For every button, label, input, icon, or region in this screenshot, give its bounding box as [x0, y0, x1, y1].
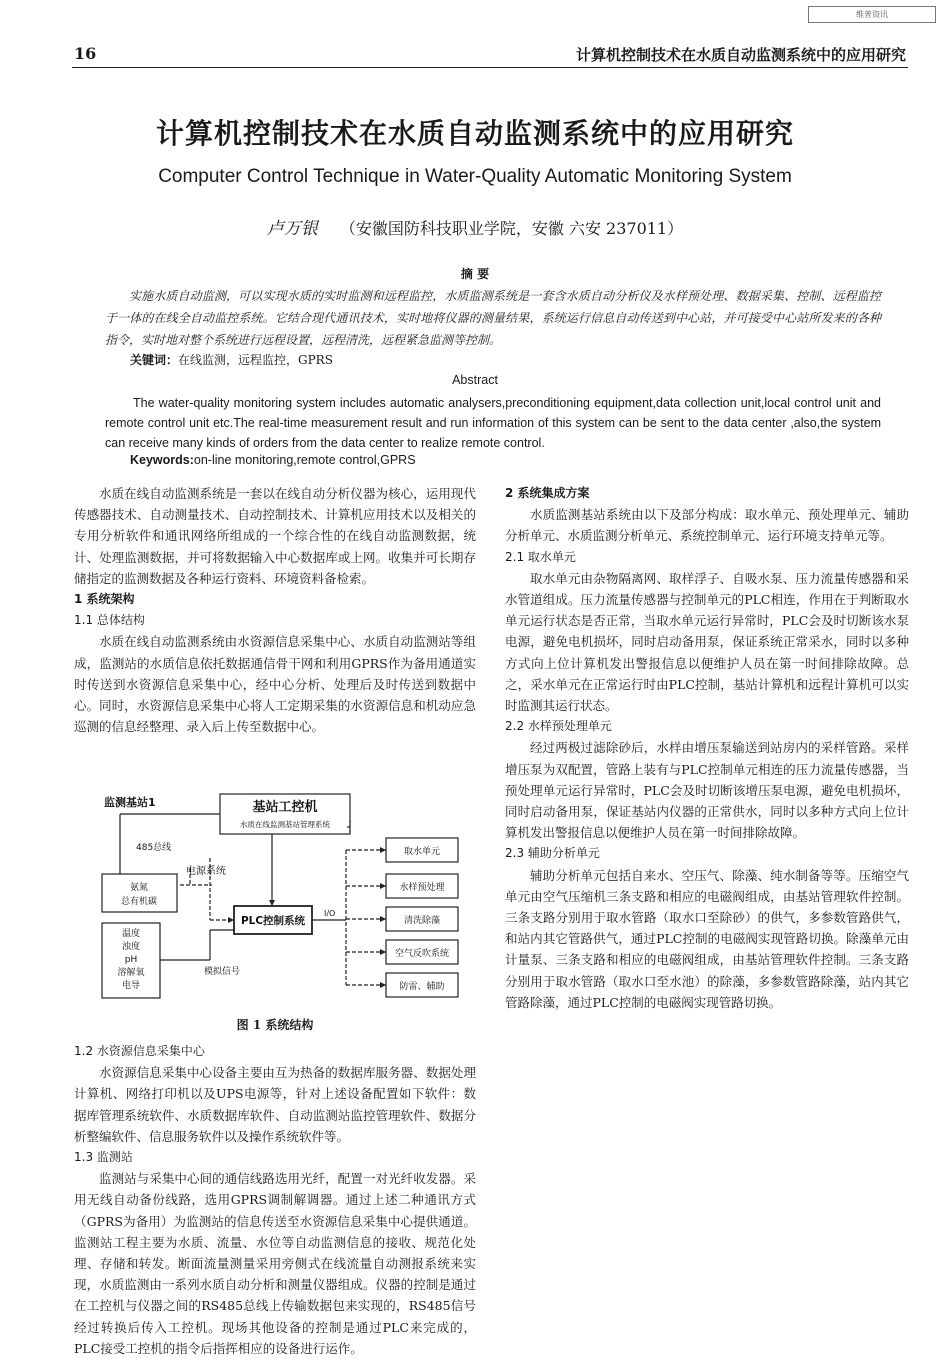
- section-1-2-heading: 1.2 水资源信息采集中心: [74, 1044, 205, 1058]
- section-2-heading: 2 系统集成方案: [505, 486, 590, 500]
- keywords-en-label: Keywords:: [130, 453, 194, 467]
- system-structure-figure: [100, 790, 470, 1008]
- unit-lightning-aux: 防雷、辅助: [399, 982, 445, 992]
- unit-pretreatment: 水样预处理: [399, 883, 445, 893]
- analyzer-label-2: 总有机碳: [120, 897, 158, 907]
- author-affiliation: （安徽国防科技职业学院，安徽 六安 237011）: [339, 219, 684, 238]
- bus-label: 485总线: [136, 843, 172, 853]
- section-2-paragraph: 水质监测基站系统由以下及部分构成：取水单元、预处理单元、辅助分析单元、水质监测分析单元、系统控制单元、运行环境支持单元等。: [505, 507, 909, 544]
- param-conductivity: 电导: [121, 981, 141, 991]
- section-1-1-heading: 1.1 总体结构: [74, 613, 145, 628]
- section-1-3-heading: 1.3 监测站: [74, 1150, 133, 1165]
- io-label: I/O: [324, 909, 336, 918]
- body-right: [505, 483, 909, 1013]
- plc-label: PLC控制系统: [240, 915, 306, 927]
- unit-cleaning: 清洗除藻: [403, 916, 441, 926]
- section-1-1-paragraph: 水质在线自动监测系统由水资源信息采集中心、水质自动监测站等组成，监测站的水质信息依托数据通信骨干网和利用GPRS作为备用通道实时传送到水资源信息采集中心，经中心分析、处理后及时传送到数据中心。同时，水资源信息采集中心将人工定期采集的水资源信息和机动应急巡测的信息经整理、录入后上传至数据中心。: [74, 634, 476, 735]
- section-1-3-paragraph-part1: 监测站与采集中心间的通信线路选用光纤，配置一对光纤收发器。采用无线自动备份线路，选用GPRS调制解调器。通过上述二种通讯方式（GPRS为备用）为监测站的信息传送至水资源信息采集中心提供通道。监测站工程主要为水质、流量、水位等自动监测信息的接收、规范化处理、存储和转发。断面流量测量采用旁侧式在线流量自动测报系统来实现，水质监测由一系列水质自动分析和测量仪器组成。仪器的控制是通过在工控机与仪器之间的RS485总线上传输数据包来实现的，RS485信号经过转换后传入工控机。现场其他设备的控制是通过PLC来完成的，PLC接受工控机的指令后指挥相应的设备进行运作。: [74, 1171, 476, 1356]
- body-left-upper: [74, 483, 476, 737]
- unit-air-backflush: 空气反吹系统: [394, 949, 450, 959]
- section-2-3-heading: 2.3 辅助分析单元: [505, 846, 600, 861]
- section-2-2-heading: 2.2 水样预处理单元: [505, 719, 612, 734]
- station-label: 监测基站1: [104, 796, 156, 809]
- keywords-en: [130, 453, 416, 467]
- source-stamp: 维普资讯: [808, 6, 936, 23]
- param-temperature: 温度: [121, 929, 141, 939]
- paper-title-en: Computer Control Technique in Water-Quality Automatic Monitoring System: [158, 166, 792, 187]
- keywords-cn: [130, 351, 333, 368]
- unit-intake: 取水单元: [403, 847, 441, 857]
- keywords-cn-values: 在线监测，远程监控，GPRS: [178, 353, 333, 367]
- section-1-2-paragraph: 水资源信息采集中心设备主要由互为热备的数据库服务器、数据处理计算机、网络打印机以及UPS电源等，针对上述设备配置如下软件：数据库管理系统软件、水质数据库软件、自动监测站监控管理软件、数据分析整编软件、信息服务软件以及操作系统软件等。: [74, 1065, 476, 1144]
- author-line: [0, 214, 950, 239]
- abstract-en-heading: Abstract: [452, 373, 498, 387]
- abstract-en-text: The water-quality monitoring system includes automatic analysers,preconditioning equipment,data collection unit,local control unit and remote control unit etc.The real-time measurement result and run information of this system can be sent to the data center ,also,the system can receive many kinds of orders from the data center to realize remote control.: [105, 396, 881, 450]
- param-turbidity: 浊度: [121, 942, 141, 952]
- section-1-heading: 1 系统架构: [74, 592, 135, 607]
- section-2-3-paragraph: 辅助分析单元包括自来水、空压气、除藻、纯水制备等等。压缩空气单元由空气压缩机三条支路和相应的电磁阀组成，由基站管理软件控制。三条支路分别用于取水管路（取水口至除砂）的供气，多参数管路供气，和站内其它管路供气，通过PLC控制的电磁阀实现管路切换。除藻单元由计量泵、三条支路和相应的电磁阀组成，由基站管理软件控制。三条支路分别用于取水管路（取水口至水池）的除藻，多参数管路除藻，站内其它管路除藻，通过PLC控制的电磁阀实现管路切换。: [505, 867, 909, 1010]
- page-number: 16: [74, 44, 97, 63]
- power-label: 电源系统: [186, 866, 226, 877]
- running-title: 计算机控制技术在水质自动监测系统中的应用研究: [575, 46, 906, 64]
- abstract-cn-heading: 摘 要: [460, 267, 490, 281]
- param-ph: pH: [124, 955, 138, 965]
- keywords-en-values: on-line monitoring,remote control,GPRS: [193, 453, 416, 467]
- section-2-1-paragraph: 取水单元由杂物隔离网、取样浮子、自吸水泵、压力流量传感器和采水管道组成。压力流量传感器与控制单元的PLC相连，作用在于判断取水单元运行状态是否正常，当取水单元运行异常时，PLC会及时切断该水泵电源，避免电机损坏，同时启动备用泵，保证系统正常采水，同时以多种方式向上位计算机发出警报信息以便维护人员在第一时间排除故障。总之，采水单元在正常运行时由PLC控制，基站计算机和远程计算机可以实时监测其运行状态。: [505, 570, 909, 714]
- author-name: 卢万银: [266, 219, 318, 239]
- analyzer-label-1: 氨氮: [129, 883, 149, 893]
- keywords-cn-label: 关键词：: [130, 353, 179, 367]
- body-left-lower: [74, 1041, 476, 1359]
- ipc-subtitle: 水质在线监测基站管理系统: [240, 820, 330, 829]
- section-2-1-heading: 2.1 取水单元: [505, 549, 576, 564]
- param-dissolved-oxygen: 溶解氧: [117, 968, 145, 978]
- section-2-2-paragraph: 经过两极过滤除砂后，水样由增压泵输送到站房内的采样管路。采样增压泵为双配置，管路上装有与PLC控制单元相连的压力流量传感器，当预处理单元运行异常时，PLC会及时切断该增压泵电源，避免电机损坏，同时启动备用泵，保证基站内仪器的正常供水，同时以多种方式向上位计算机发出警报信息以便维护人员在第一时间排除故障。: [505, 740, 909, 841]
- abstract-cn-text: 实施水质自动监测，可以实现水质的实时监测和远程监控，水质监测系统是一套含水质自动分析仪及水样预处理、数据采集、控制、远程监控于一体的在线全自动监控系统。它结合现代通讯技术，实时地将仪器的测量结果，系统运行信息自动传送到中心站，并可接受中心站所发来的各种指令，实时地对整个系统进行远程设置，远程清洗，远程紧急监测等控制。: [105, 289, 881, 347]
- ipc-title: 基站工控机: [252, 800, 318, 815]
- header-rule: [72, 67, 908, 68]
- figure-caption: 图 1 系统结构: [236, 1018, 314, 1032]
- paper-title-cn: 计算机控制技术在水质自动监测系统中的应用研究: [155, 117, 794, 150]
- intro-paragraph: 水质在线自动监测系统是一套以在线自动分析仪器为核心，运用现代传感器技术、自动测量技术、自动控制技术、计算机应用技术以及相关的专用分析软件和通讯网络所组成的一个综合性的在线自动监测数据，统计、处理监测数据，并可将数据输入中心数据库或上网。收集并可长期存储指定的监测数据及各种运行资料、环境资料备检索。: [74, 486, 476, 586]
- analog-signal-label: 模拟信号: [204, 967, 241, 977]
